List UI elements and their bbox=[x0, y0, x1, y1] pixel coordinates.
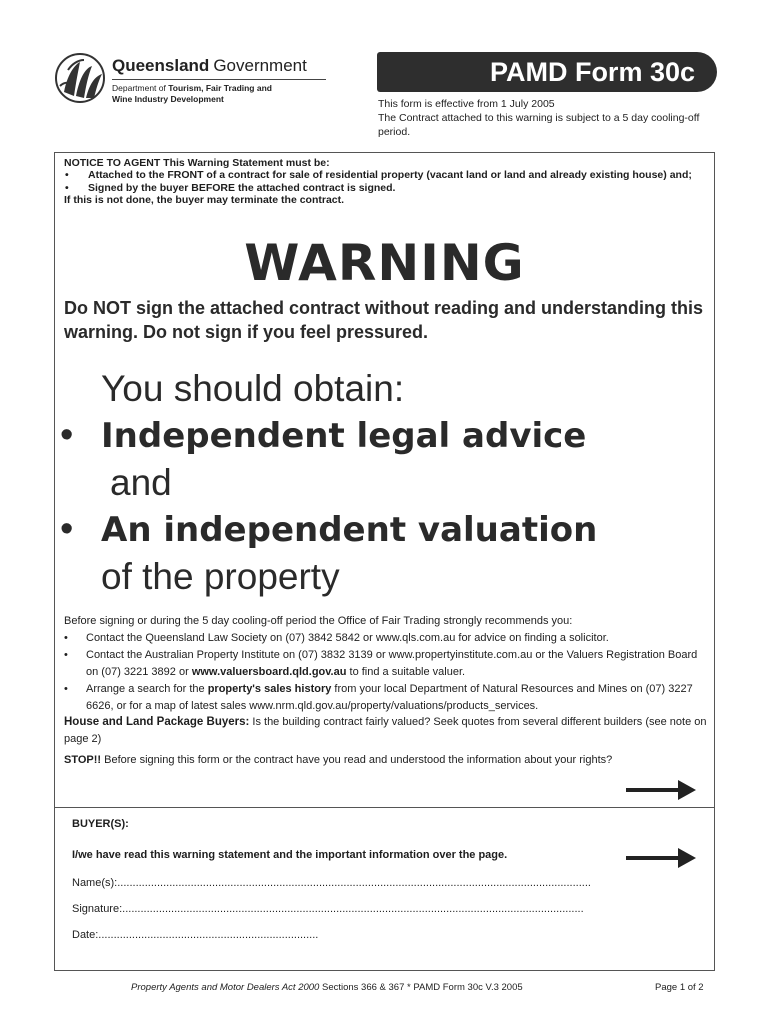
obtain-intro: You should obtain: bbox=[101, 368, 405, 409]
logo-divider bbox=[112, 79, 326, 80]
date-field[interactable]: Date:........................................................................ bbox=[72, 929, 319, 941]
obtain-of-property: of the property bbox=[101, 556, 340, 597]
queensland-government-crest-icon bbox=[54, 52, 110, 114]
recommendation-item: • Contact the Australian Property Institute on (07) 3832 3139 or www.propertyinstitute.com.au or the Valuers Registration Board on (07) 3221 3892 or www.valuersboard.qld.gov.au to find a suitable valuer. bbox=[64, 647, 709, 681]
obtain-and: and bbox=[110, 462, 172, 503]
signature-field[interactable]: Signature:....................................................................................................................................................... bbox=[72, 903, 584, 915]
name-field[interactable]: Name(s):........................................................................................................................................................... bbox=[72, 877, 591, 889]
arrow-right-icon bbox=[626, 846, 696, 870]
buyer-statement: I/we have read this warning statement and the important information over the page. bbox=[72, 849, 508, 861]
arrow-right-icon bbox=[626, 778, 696, 802]
bullet-icon: • bbox=[60, 414, 74, 456]
notice-item: • Signed by the buyer BEFORE the attached contract is signed. bbox=[64, 182, 704, 194]
obtain-valuation: An independent valuation bbox=[101, 510, 598, 550]
page-number: Page 1 of 2 bbox=[655, 982, 704, 993]
department-name: Department of Tourism, Fair Trading and Wine Industry Development bbox=[112, 83, 272, 104]
obtain-legal-advice: Independent legal advice bbox=[101, 416, 587, 456]
warning-title: WARNING bbox=[244, 234, 525, 292]
government-name: Queensland Government bbox=[112, 56, 307, 75]
buyer-heading: BUYER(S): bbox=[72, 818, 129, 830]
queensland-government-logo bbox=[54, 52, 334, 114]
effective-notice: This form is effective from 1 July 2005 The Contract attached to this warning is subject to a 5 day cooling-off period. bbox=[378, 98, 700, 138]
page-footer: Property Agents and Motor Dealers Act 2000 Sections 366 & 367 * PAMD Form 30c V.3 2005 bbox=[131, 982, 523, 993]
form-title-badge: PAMD Form 30c bbox=[377, 52, 717, 92]
recommendation-item: • Arrange a search for the property's sales history from your local Department of Natural Resources and Mines on (07) 3227 6626, or for a map of latest sales www.nrm.qld.gov.au/property/valuations/products_services. bbox=[64, 681, 709, 715]
warning-subtitle: Do NOT sign the attached contract without reading and understanding this warning. Do not sign if you feel pressured. bbox=[64, 298, 704, 342]
section-divider bbox=[54, 807, 715, 808]
notice-item: • Attached to the FRONT of a contract for sale of residential property (vacant land or land and already existing house) and; bbox=[64, 169, 704, 181]
recommendations: Before signing or during the 5 day cooling-off period the Office of Fair Trading strongly recommends you: • Contact the Queensland Law Society on (07) 3842 5842 or www.qls.com.au for advice on finding a solicitor. • Contact the Australian Property Institute on (07) 3832 3139 or www.propertyinstitute.com.au or the Valuers Registration Board on (07) 3221 3892 or www.valuersboard.qld.gov.au to find a suitable valuer. • Arrange a search for the property's sales history from your local Department of Natural Resources and Mines on (07) 3227 6626, or for a map of latest sales www.nrm.qld.gov.au/property/valuations/products_services. House and Land Package Buyers: Is the building contract fairly valued? Seek quotes from several different builders (see note on page 2) STOP!! Before signing this form or the contract have you read and understood the information about your rights? bbox=[64, 613, 709, 769]
recommendation-item: • Contact the Queensland Law Society on (07) 3842 5842 or www.qls.com.au for advice on finding a solicitor. bbox=[64, 630, 709, 647]
bullet-icon: • bbox=[60, 508, 74, 550]
notice-to-agent: NOTICE TO AGENT This Warning Statement must be: • Attached to the FRONT of a contract for sale of residential property (vacant land or land and already existing house) and; • Signed by the buyer BEFORE the attached contract is signed. If this is not done, the buyer may terminate the contract. bbox=[64, 157, 704, 207]
